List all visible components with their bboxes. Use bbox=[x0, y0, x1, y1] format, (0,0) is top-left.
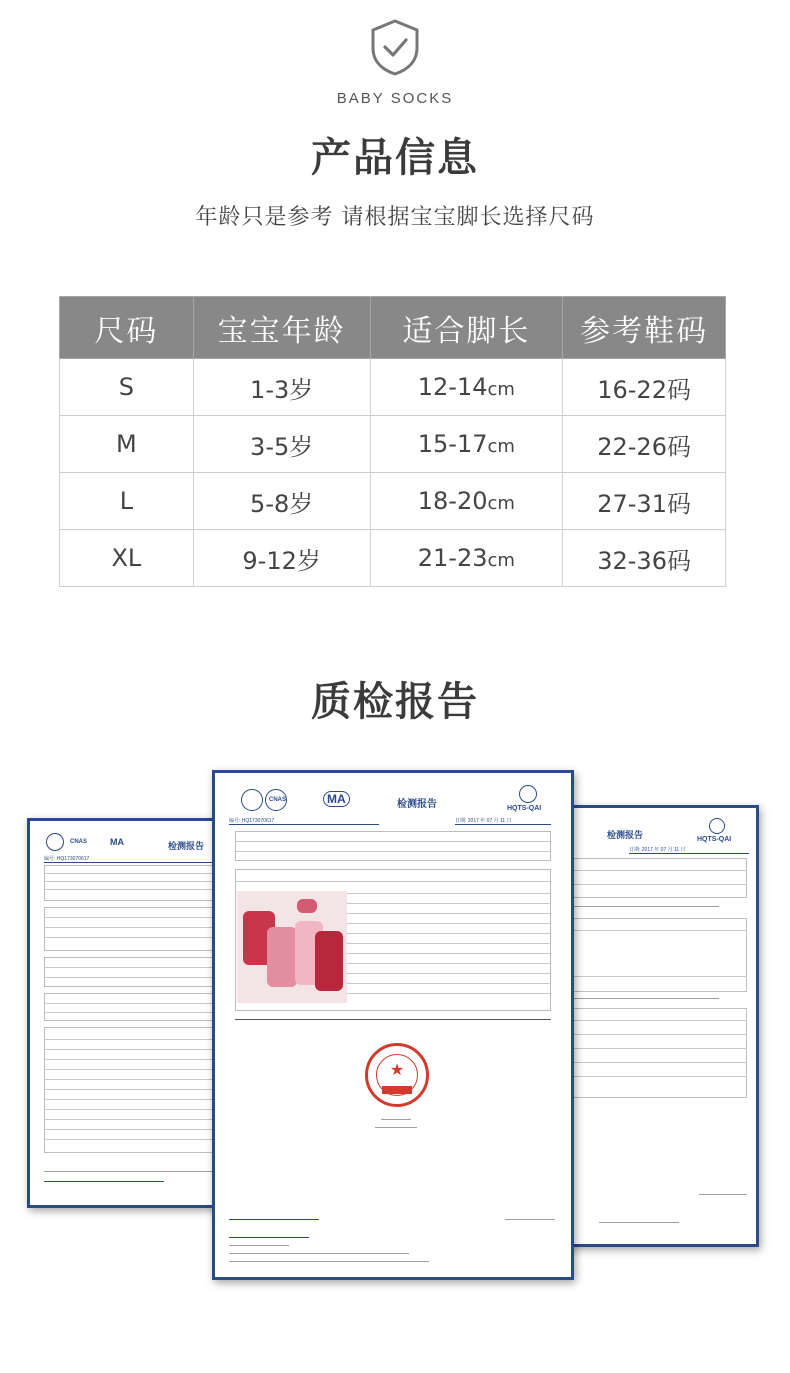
cnas-logo: CNAS bbox=[70, 839, 88, 845]
report-date: 日期: 2017 年 07 月 11 日 bbox=[455, 817, 551, 825]
cell-size: XL bbox=[60, 530, 194, 587]
table-row bbox=[60, 416, 726, 473]
header-shoe-size: 参考鞋码 bbox=[563, 297, 726, 359]
table-row bbox=[60, 530, 726, 587]
hqts-logo: HQTS-QAI bbox=[697, 836, 732, 843]
cert-logo-icon bbox=[46, 833, 64, 851]
size-table bbox=[59, 296, 726, 587]
cell-size: M bbox=[60, 416, 194, 473]
table-row bbox=[60, 473, 726, 530]
cell-foot-length: 18-20cm bbox=[370, 473, 563, 530]
cell-age: 5-8岁 bbox=[193, 473, 370, 530]
product-info-title: 产品信息 bbox=[311, 135, 479, 181]
report-sheet-left bbox=[27, 818, 223, 1208]
hqts-logo-icon bbox=[519, 785, 537, 803]
table-row bbox=[60, 359, 726, 416]
size-table-header bbox=[60, 297, 726, 359]
cell-age: 3-5岁 bbox=[193, 416, 370, 473]
brand-header bbox=[0, 18, 790, 107]
quality-report-title: 质检报告 bbox=[311, 679, 479, 725]
cell-foot-length: 21-23cm bbox=[370, 530, 563, 587]
inspection-stamp bbox=[365, 1043, 429, 1107]
header-foot-length: 适合脚长 bbox=[370, 297, 563, 359]
cell-foot-length: 15-17cm bbox=[370, 416, 563, 473]
cell-age: 9-12岁 bbox=[193, 530, 370, 587]
header-age: 宝宝年龄 bbox=[193, 297, 370, 359]
cell-shoe-size: 32-36码 bbox=[563, 530, 726, 587]
cell-foot-length: 12-14cm bbox=[370, 359, 563, 416]
report-label: 检测报告 bbox=[607, 831, 644, 841]
report-number: 编号: HQ173070617 bbox=[229, 817, 379, 825]
cell-size: L bbox=[60, 473, 194, 530]
report-sheet-center bbox=[212, 770, 574, 1280]
report-date: 日期: 2017 年 07 月 11 日 bbox=[629, 846, 749, 854]
cell-age: 1-3岁 bbox=[193, 359, 370, 416]
product-photo bbox=[237, 891, 347, 1003]
report-number: 编号: HQ173070617 bbox=[44, 855, 214, 863]
brand-name: BABY SOCKS bbox=[336, 90, 454, 107]
cell-shoe-size: 16-22码 bbox=[563, 359, 726, 416]
header-size: 尺码 bbox=[60, 297, 194, 359]
cell-shoe-size: 27-31码 bbox=[563, 473, 726, 530]
ma-logo: MA bbox=[110, 837, 124, 847]
report-sheet-right bbox=[566, 805, 759, 1247]
cell-shoe-size: 22-26码 bbox=[563, 416, 726, 473]
shield-check-icon bbox=[369, 18, 421, 76]
cert-logo-icon bbox=[241, 789, 263, 811]
hqts-logo: HQTS-QAI bbox=[507, 805, 542, 812]
cell-size: S bbox=[60, 359, 194, 416]
star-icon: ★ bbox=[389, 1060, 405, 1079]
cnas-logo: CNAS bbox=[269, 797, 287, 803]
hqts-logo-icon bbox=[709, 818, 725, 834]
report-label: 检测报告 bbox=[168, 842, 205, 852]
ma-logo: MA bbox=[323, 791, 350, 807]
product-info-subtitle: 年龄只是参考 请根据宝宝脚长选择尺码 bbox=[195, 205, 595, 230]
report-label: 检测报告 bbox=[397, 799, 437, 810]
